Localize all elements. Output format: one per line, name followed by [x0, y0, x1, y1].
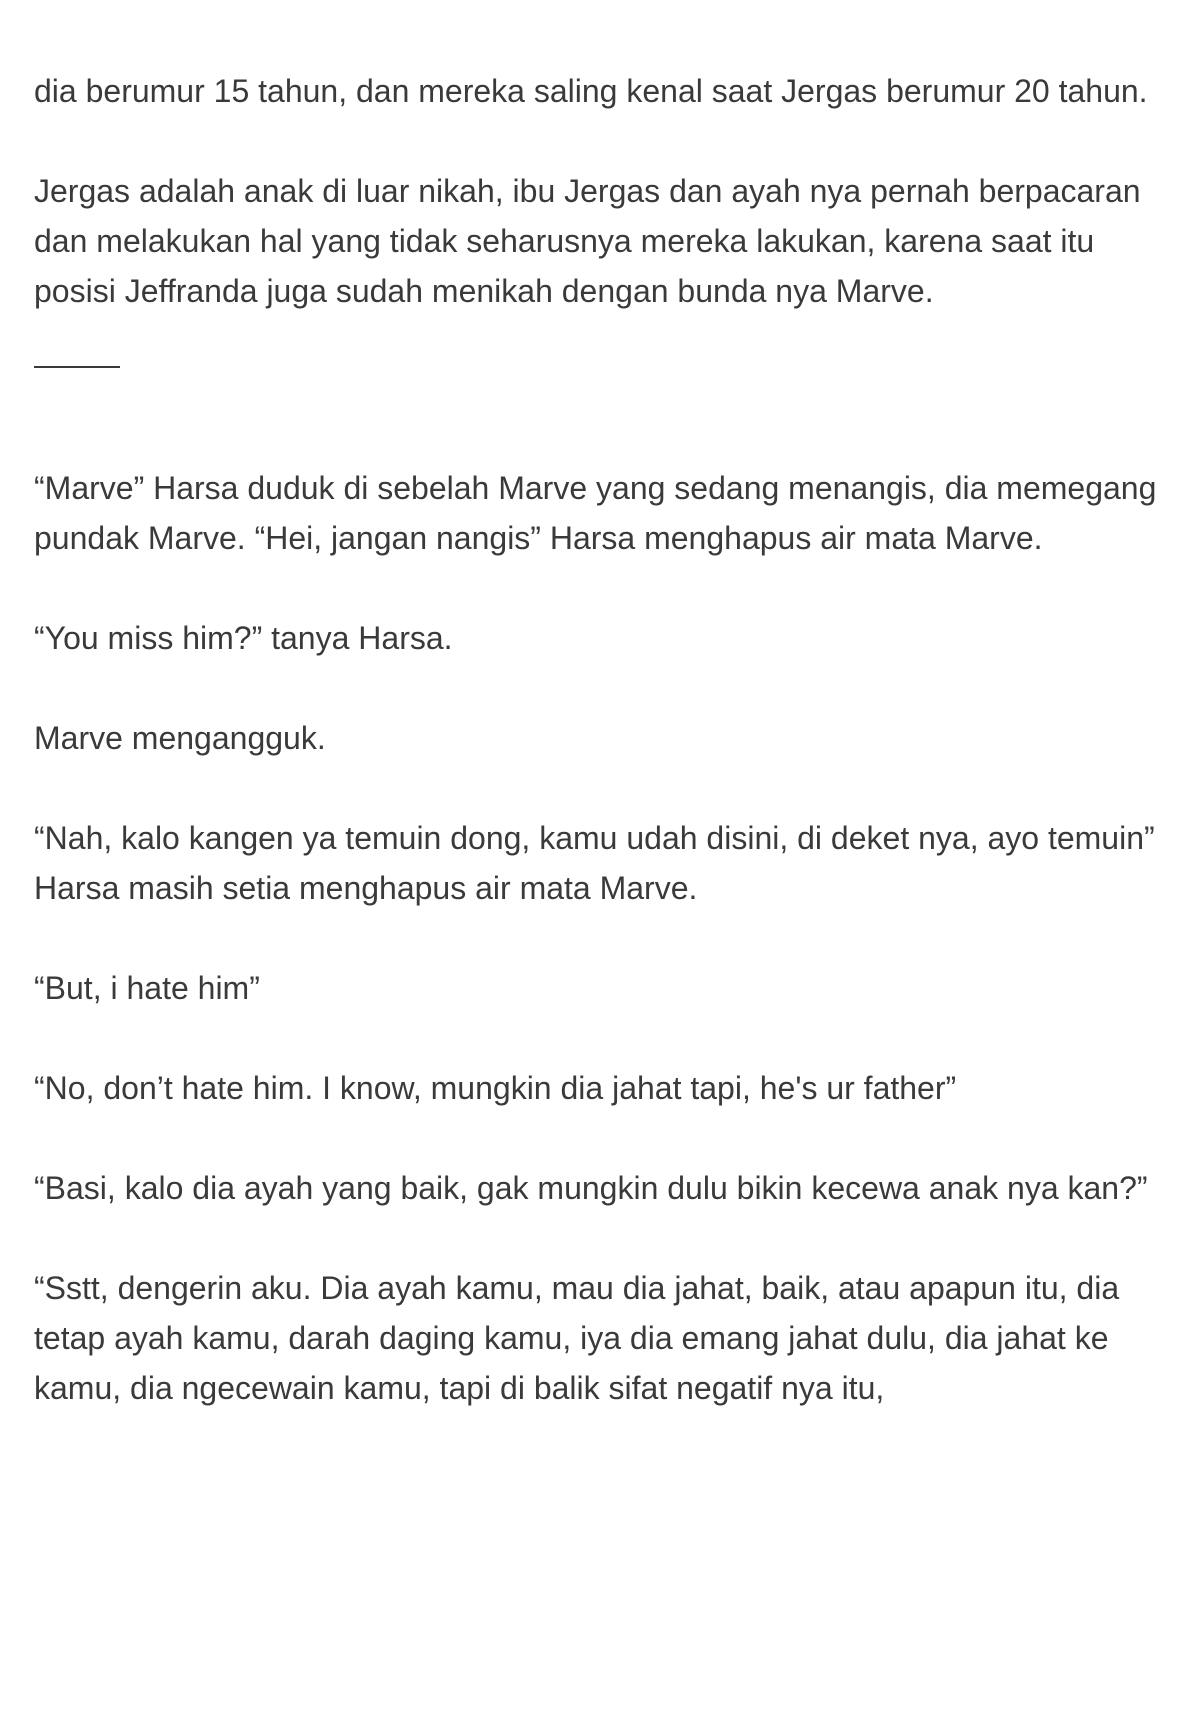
paragraph-6: “Nah, kalo kangen ya temuin dong, kamu udah disini, di deket nya, ayo temuin” Harsa masih setia menghapus air mata Marve.: [34, 820, 1155, 906]
paragraph-9: “Basi, kalo dia ayah yang baik, gak mungkin dulu bikin kecewa anak nya kan?”: [34, 1170, 1148, 1206]
paragraph-5: Marve mengangguk.: [34, 720, 326, 756]
paragraph-3: “Marve” Harsa duduk di sebelah Marve yang sedang menangis, dia memegang pundak Marve. “Hei, jangan nangis” Harsa menghapus air mata Marve.: [34, 470, 1157, 556]
paragraph-2: Jergas adalah anak di luar nikah, ibu Jergas dan ayah nya pernah berpacaran dan melakukan hal yang tidak seharusnya mereka lakukan, karena saat itu posisi Jeffranda juga sudah menikah dengan bunda nya Marve.: [34, 173, 1141, 309]
paragraph-10: “Sstt, dengerin aku. Dia ayah kamu, mau dia jahat, baik, atau apapun itu, dia tetap ayah kamu, darah daging kamu, iya dia emang jahat dulu, dia jahat ke kamu, dia ngecewain kamu, tapi di balik sifat negatif nya itu,: [34, 1270, 1120, 1406]
story-text: [34, 66, 1164, 1463]
paragraph-8: “No, don’t hate him. I know, mungkin dia jahat tapi, he's ur father”: [34, 1070, 957, 1106]
paragraph-7: “But, i hate him”: [34, 970, 260, 1006]
paragraph-1: dia berumur 15 tahun, dan mereka saling kenal saat Jergas berumur 20 tahun.: [34, 73, 1148, 109]
section-divider: [34, 366, 120, 368]
paragraph-4: “You miss him?” tanya Harsa.: [34, 620, 453, 656]
